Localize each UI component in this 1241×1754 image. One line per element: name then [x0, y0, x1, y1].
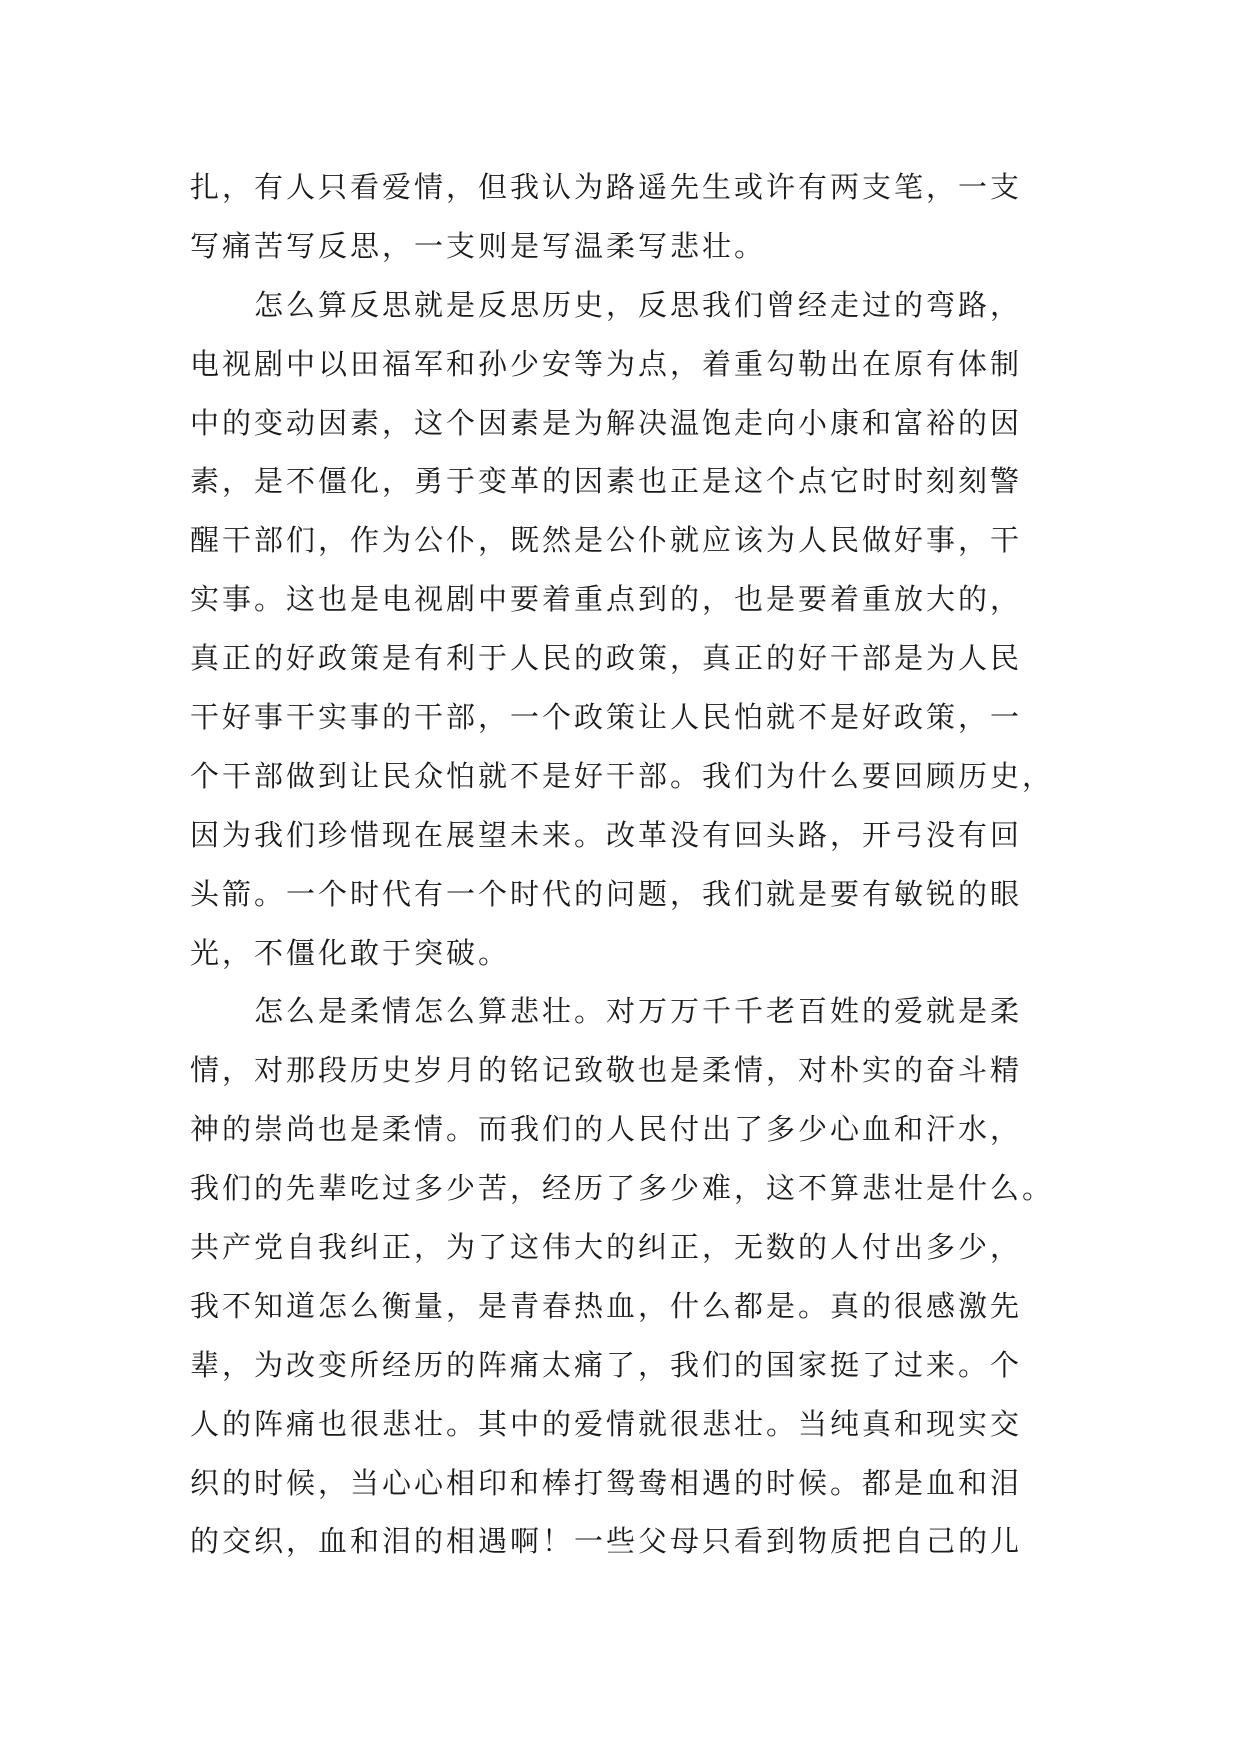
text-line: 织的时候，当心心相印和棒打鸳鸯相遇的时候。都是血和泪	[190, 1465, 1023, 1500]
text-line: 真正的好政策是有利于人民的政策，真正的好干部是为人民	[190, 641, 1023, 676]
text-line: 个干部做到让民众怕就不是好干部。我们为什么要回顾历史，	[190, 758, 1055, 793]
text-line: 扎，有人只看爱情，但我认为路遥先生或许有两支笔，一支	[190, 170, 1023, 204]
text-line: 素，是不僵化，勇于变革的因素也正是这个点它时时刻刻警	[190, 464, 1023, 499]
text-line: 的交织，血和泪的相遇啊！一些父母只看到物质把自己的儿	[190, 1524, 1023, 1559]
paragraph-start-line: 怎么算反思就是反思历史，反思我们曾经走过的弯路，	[190, 287, 1023, 322]
text-line: 醒干部们，作为公仆，既然是公仆就应该为人民做好事，干	[190, 523, 1023, 558]
text-line: 光，不僵化敢于突破。	[190, 935, 511, 970]
text-line: 头箭。一个时代有一个时代的问题，我们就是要有敏锐的眼	[190, 876, 1023, 911]
text-line: 写痛苦写反思，一支则是写温柔写悲壮。	[190, 228, 767, 263]
text-line: 人的阵痛也很悲壮。其中的爱情就很悲壮。当纯真和现实交	[190, 1406, 1023, 1441]
text-line: 干好事干实事的干部，一个政策让人民怕就不是好政策，一	[190, 700, 1023, 735]
text-line: 我不知道怎么衡量，是青春热血，什么都是。真的很感激先	[190, 1288, 1023, 1323]
text-line: 电视剧中以田福军和孙少安等为点，着重勾勒出在原有体制	[190, 346, 1023, 381]
text-line: 情，对那段历史岁月的铭记致敬也是柔情，对朴实的奋斗精	[190, 1053, 1023, 1088]
text-line: 神的崇尚也是柔情。而我们的人民付出了多少心血和汗水，	[190, 1112, 1023, 1147]
text-line: 辈，为改变所经历的阵痛太痛了，我们的国家挺了过来。个	[190, 1347, 1023, 1382]
paragraph-start-line: 怎么是柔情怎么算悲壮。对万万千千老百姓的爱就是柔	[190, 994, 1023, 1029]
text-line: 实事。这也是电视剧中要着重点到的，也是要着重放大的，	[190, 582, 1023, 617]
body-text	[190, 158, 1070, 1571]
text-line: 中的变动因素，这个因素是为解决温饱走向小康和富裕的因	[190, 405, 1023, 440]
text-line: 共产党自我纠正，为了这伟大的纠正，无数的人付出多少，	[190, 1230, 1023, 1265]
text-line: 我们的先辈吃过多少苦，经历了多少难，这不算悲壮是什么。	[190, 1171, 1055, 1206]
text-line: 因为我们珍惜现在展望未来。改革没有回头路，开弓没有回	[190, 817, 1023, 852]
